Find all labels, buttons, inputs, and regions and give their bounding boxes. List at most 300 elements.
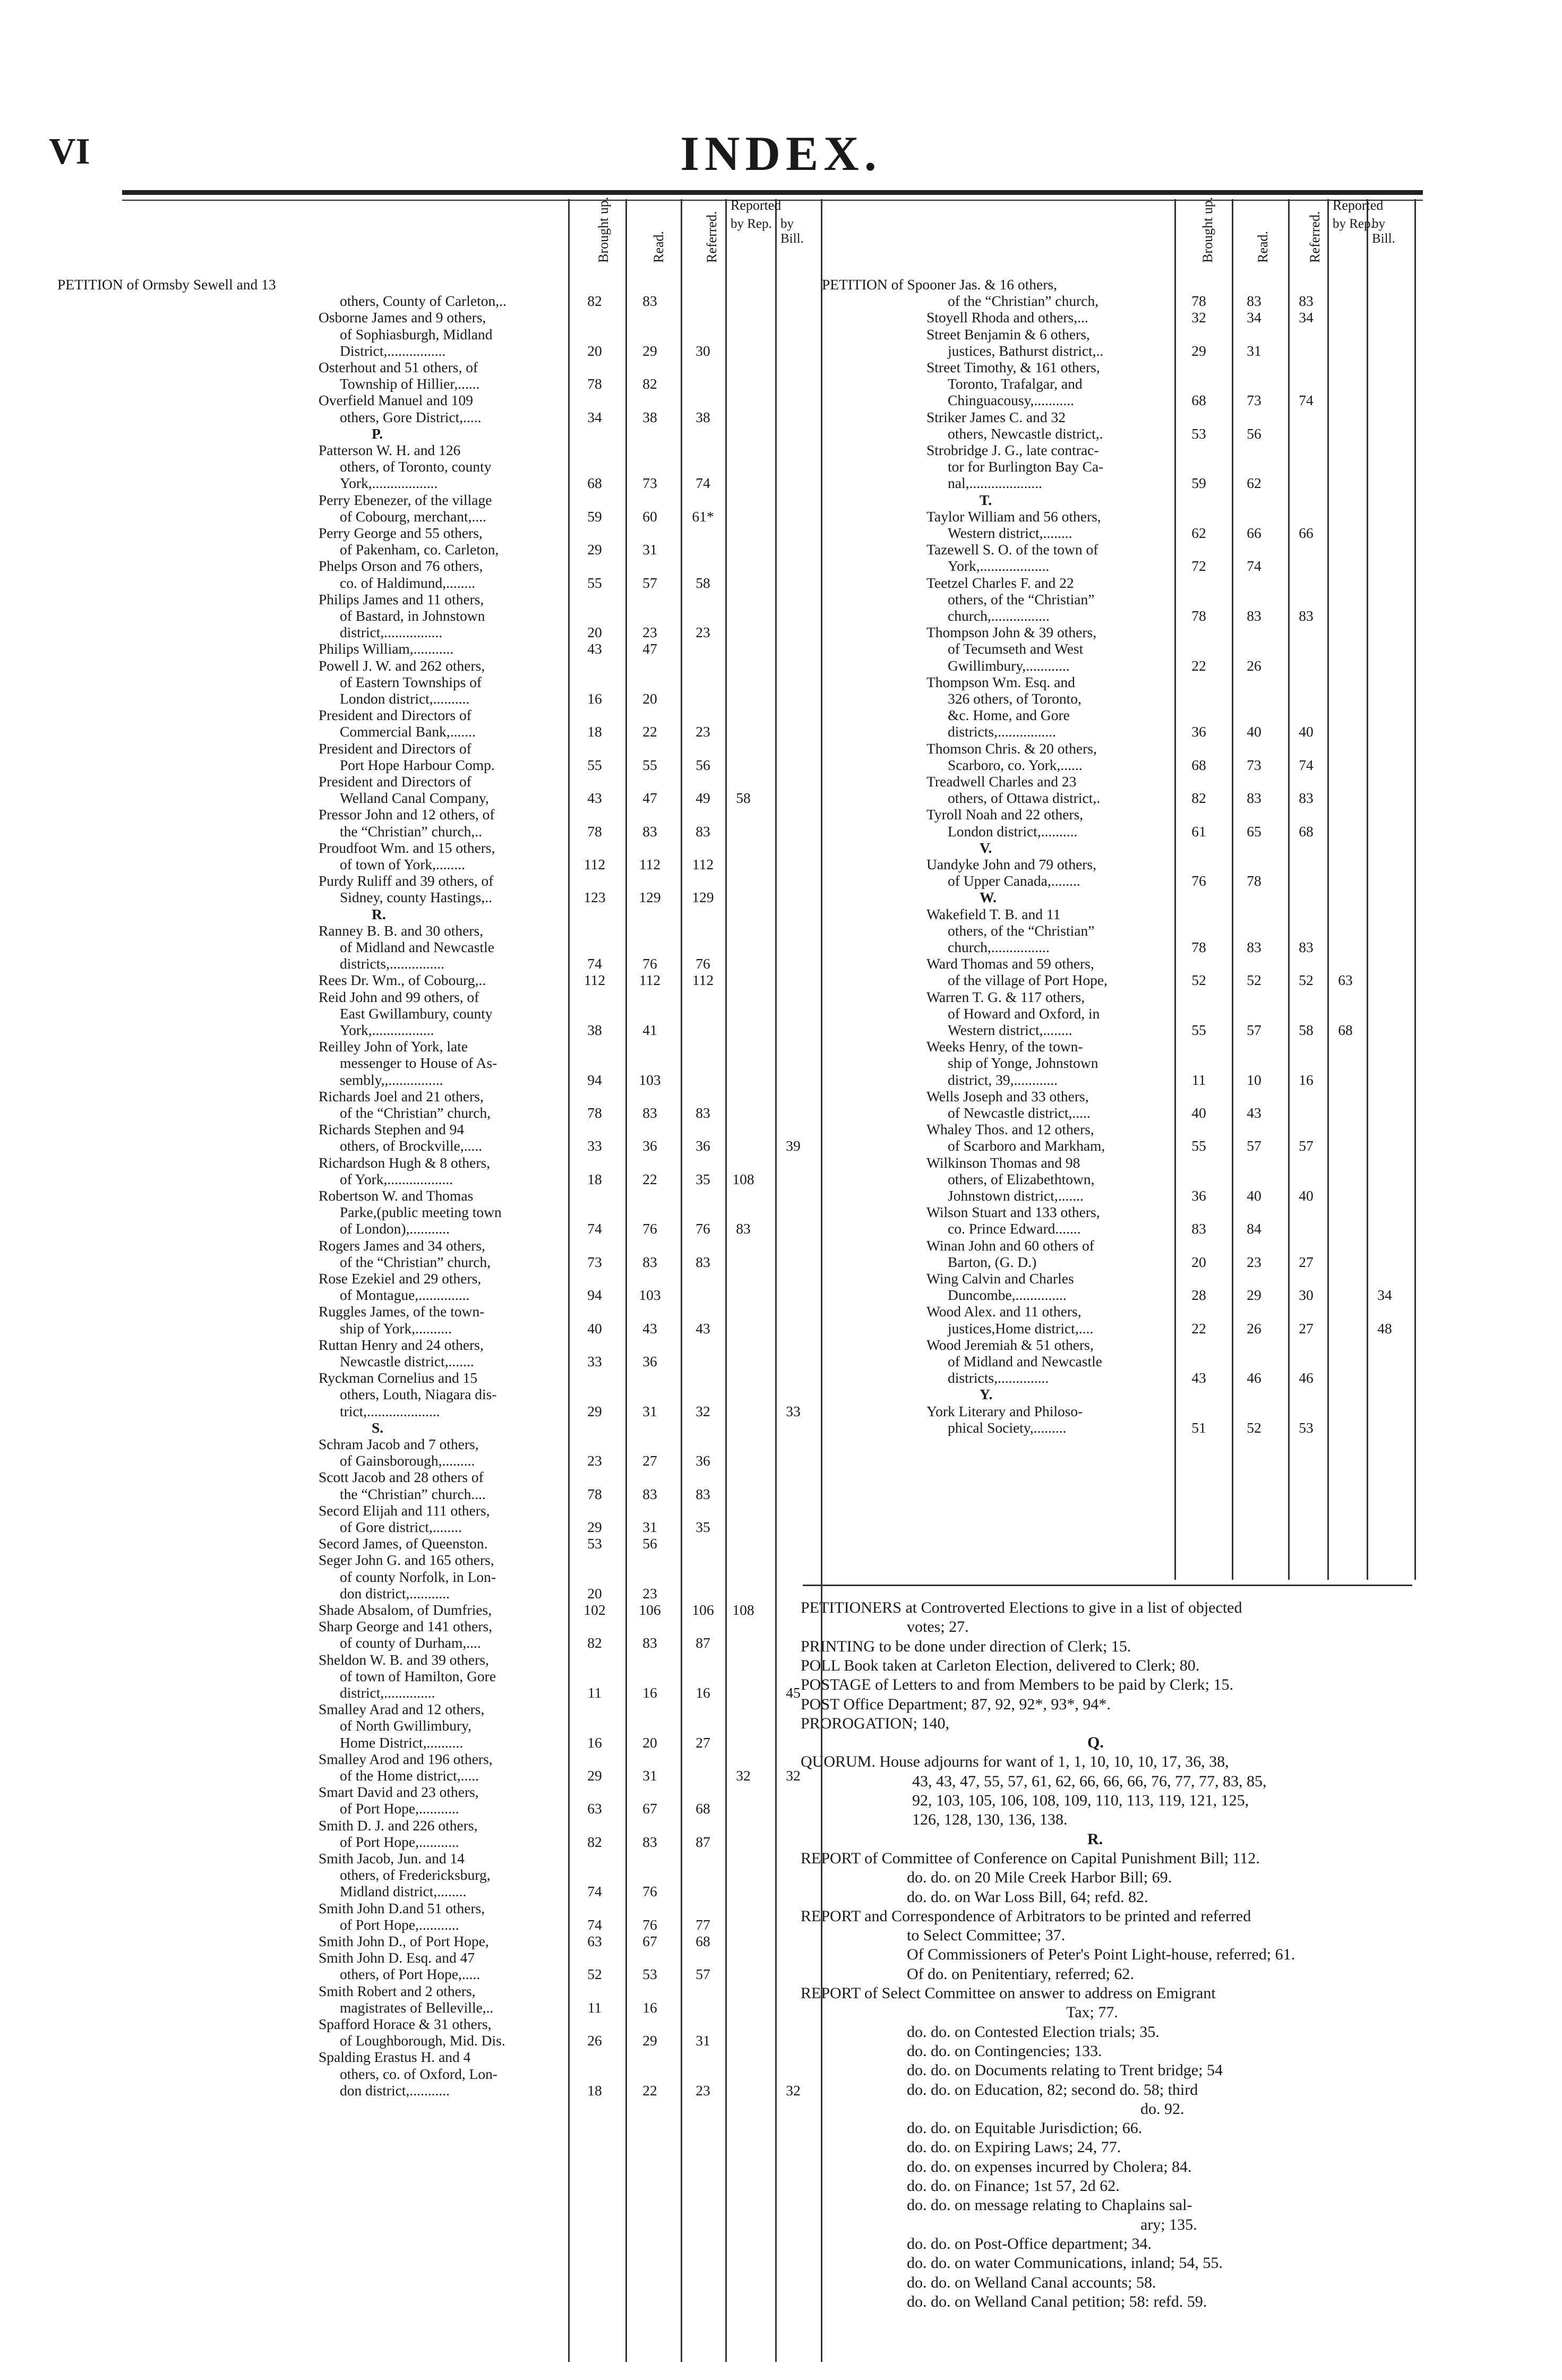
right-entry-line: tor for Burlington Bay Ca- [948, 458, 1104, 475]
left-value-r: 53 [642, 1966, 657, 1983]
left-entry-line: Sidney, county Hastings,.. [340, 889, 492, 906]
left-value-f: 83 [696, 1253, 710, 1270]
left-value-r: 103 [639, 1071, 661, 1088]
right-value-b: 32 [1191, 309, 1206, 326]
right-entry-line: of Scarboro and Markham, [948, 1137, 1105, 1154]
left-value-b: 16 [587, 1734, 602, 1751]
right-value-b: 83 [1191, 1220, 1206, 1237]
left-entry-line: Smith John D.and 51 others, [319, 1899, 485, 1916]
right-entry-line: others, of the “Christian” [948, 590, 1095, 607]
right-column-rule [1414, 199, 1416, 1580]
right-value-r: 78 [1247, 872, 1261, 889]
lower-entry-line: Of Commissioners of Peter's Point Light-house, referred; 61. [907, 1946, 1295, 1964]
lower-entry-line: PETITIONERS at Controverted Elections to give in a list of objected [801, 1599, 1242, 1616]
right-entry-line: T. [980, 491, 992, 508]
left-value-r: 47 [642, 790, 657, 807]
left-value-f: 129 [692, 889, 714, 906]
right-value-f: 68 [1299, 823, 1314, 840]
left-entry-line: Overfield Manuel and 109 [319, 392, 473, 409]
left-entry-line: district,................ [340, 624, 443, 641]
left-value-r: 83 [642, 1634, 657, 1651]
right-value-b: 43 [1191, 1369, 1206, 1386]
lower-entry-line: PRINTING to be done under direction of Clerk; 15. [801, 1637, 1131, 1655]
right-value-f: 83 [1299, 293, 1314, 310]
left-value-b: 63 [587, 1800, 602, 1817]
left-entry-line: Richards Stephen and 94 [319, 1121, 465, 1138]
left-entry-line: York,................. [340, 1022, 434, 1038]
right-entry-line: Winan John and 60 others of [926, 1237, 1094, 1254]
left-header-referred: Referred. [704, 211, 719, 263]
left-value-b: 78 [587, 1105, 602, 1121]
left-entry-line: co. of Haldimund,........ [340, 574, 476, 591]
left-entry-line: the “Christian” church,.. [340, 823, 483, 840]
left-value-b: 33 [587, 1353, 602, 1369]
page-title: INDEX. [680, 126, 882, 181]
left-entry-line: Pressor John and 12 others, of [319, 806, 495, 823]
left-value-b: 18 [587, 723, 602, 740]
left-value-rp: 32 [736, 1767, 751, 1784]
left-entry-line: of Eastern Townships of [340, 673, 482, 690]
right-value-b: 29 [1191, 342, 1206, 359]
left-value-b: 29 [587, 1402, 602, 1419]
left-value-f: 35 [696, 1170, 710, 1187]
right-value-r: 26 [1247, 657, 1261, 674]
left-value-rb: 33 [786, 1402, 801, 1419]
lower-entry-line: do. do. on Welland Canal accounts; 58. [907, 2273, 1156, 2291]
right-value-r: 73 [1247, 392, 1261, 409]
left-value-r: 82 [642, 375, 657, 392]
left-value-f: 30 [696, 342, 710, 359]
right-column-rule [1367, 199, 1368, 1580]
left-entry-line: Secord Elijah and 111 others, [319, 1502, 490, 1519]
left-entry-line: of Bastard, in Johnstown [340, 607, 485, 624]
left-entry-line: Rees Dr. Wm., of Cobourg,.. [319, 972, 486, 989]
right-value-b: 28 [1191, 1287, 1206, 1304]
right-entry-line: Wells Joseph and 33 others, [926, 1088, 1089, 1105]
right-value-r: 40 [1247, 1187, 1261, 1204]
left-value-b: 68 [587, 475, 602, 492]
left-value-f: 57 [696, 1966, 710, 1983]
right-entry-line: Stoyell Rhoda and others,... [926, 309, 1088, 326]
right-value-r: 83 [1247, 790, 1261, 807]
left-header-read: Read. [651, 231, 666, 263]
right-entry-line: others, of Ottawa district,. [948, 790, 1101, 807]
left-entry-line: ship of York,.......... [340, 1320, 452, 1337]
lower-entry-line: 43, 43, 47, 55, 57, 61, 62, 66, 66, 66, 76, 77, 77, 83, 85, [912, 1772, 1267, 1790]
left-entry-line: Robertson W. and Thomas [319, 1187, 474, 1204]
left-value-r: 31 [642, 1767, 657, 1784]
right-entry-line: Wilson Stuart and 133 others, [926, 1204, 1100, 1221]
right-entry-line: phical Society,......... [948, 1419, 1067, 1436]
left-entry-line: Newcastle district,....... [340, 1353, 474, 1369]
left-value-b: 16 [587, 690, 602, 707]
left-entry-line: Purdy Ruliff and 39 others, of [319, 872, 494, 889]
left-entry-line: of the “Christian” church, [340, 1105, 491, 1121]
lower-entry-line: to Select Committee; 37. [907, 1927, 1066, 1945]
left-value-b: 43 [587, 640, 602, 657]
right-entry-line: Thomson Chris. & 20 others, [926, 740, 1097, 757]
left-entry-line: Commercial Bank,....... [340, 723, 476, 740]
left-value-b: 11 [587, 1684, 602, 1701]
left-value-rp: 108 [732, 1602, 754, 1618]
left-value-b: 94 [587, 1071, 602, 1088]
right-entry-line: justices,Home district,.... [948, 1320, 1094, 1337]
left-header-by-bill: by Bill. [780, 217, 804, 246]
left-value-b: 55 [587, 574, 602, 591]
left-entry-line: Perry Ebenezer, of the village [319, 491, 492, 508]
right-value-b: 53 [1191, 425, 1206, 442]
left-value-r: 47 [642, 640, 657, 657]
left-entry-line: Smith John D., of Port Hope, [319, 1933, 489, 1949]
left-entry-line: others, of Port Hope,..... [340, 1966, 480, 1983]
left-value-r: 29 [642, 342, 657, 359]
left-value-r: 31 [642, 1402, 657, 1419]
right-value-rb: 48 [1377, 1320, 1392, 1337]
right-entry-line: Striker James C. and 32 [926, 408, 1066, 425]
left-entry-line: Sharp George and 141 others, [319, 1618, 493, 1635]
lower-entry-line: do. do. on Equitable Jurisdiction; 66. [907, 2119, 1143, 2137]
left-value-rp: 58 [736, 790, 751, 807]
left-value-rp: 108 [732, 1170, 754, 1187]
left-entry-line: York,.................. [340, 475, 438, 492]
right-entry-line: Street Benjamin & 6 others, [926, 326, 1090, 343]
right-value-f: 40 [1299, 723, 1314, 740]
right-entry-line: York,................... [948, 558, 1050, 575]
lower-entry-line: REPORT of Select Committee on answer to address on Emigrant [801, 1984, 1216, 2002]
left-entry-line: Spafford Horace & 31 others, [319, 2016, 492, 2032]
right-value-f: 83 [1299, 939, 1314, 955]
right-entry-line: others, of Elizabethtown, [948, 1170, 1095, 1187]
left-entry-line: Phelps Orson and 76 others, [319, 558, 483, 575]
left-value-r: 23 [642, 624, 657, 641]
left-entry-line: Philips James and 11 others, [319, 590, 484, 607]
left-value-f: 76 [696, 955, 710, 972]
lower-entry-line: do. do. on water Communications, inland; 54, 55. [907, 2254, 1223, 2272]
right-value-b: 78 [1191, 939, 1206, 955]
left-header-reported: Reported [731, 198, 782, 213]
right-entry-line: church,................ [948, 939, 1050, 955]
left-value-f: 58 [696, 574, 710, 591]
left-entry-line: Ryckman Cornelius and 15 [319, 1369, 478, 1386]
left-value-b: 20 [587, 342, 602, 359]
left-entry-line: of county of Durham,.... [340, 1634, 481, 1651]
left-value-f: 49 [696, 790, 710, 807]
right-value-r: 57 [1247, 1137, 1261, 1154]
left-value-f: 83 [696, 1485, 710, 1502]
right-entry-line: Whaley Thos. and 12 others, [926, 1121, 1094, 1138]
left-entry-line: Port Hope Harbour Comp. [340, 756, 495, 773]
right-entry-line: of Howard and Oxford, in [948, 1005, 1100, 1022]
left-value-b: 26 [587, 2032, 602, 2049]
right-value-r: 46 [1247, 1369, 1261, 1386]
left-value-b: 82 [587, 1634, 602, 1651]
left-value-b: 29 [587, 1519, 602, 1535]
right-entry-line: W. [980, 889, 997, 906]
left-entry-line: of town of York,........ [340, 856, 466, 872]
lower-entry-line: POSTAGE of Letters to and from Members to be paid by Clerk; 15. [801, 1676, 1233, 1694]
right-value-b: 55 [1191, 1022, 1206, 1038]
right-value-r: 40 [1247, 723, 1261, 740]
right-entry-line: Wood Alex. and 11 others, [926, 1303, 1082, 1320]
right-value-r: 23 [1247, 1253, 1261, 1270]
left-entry-line: Rogers James and 34 others, [319, 1237, 485, 1254]
right-entry-line: others, Newcastle district,. [948, 425, 1103, 442]
left-entry-line: Powell J. W. and 262 others, [319, 657, 485, 674]
left-value-f: 23 [696, 723, 710, 740]
left-value-r: 36 [642, 1137, 657, 1154]
left-entry-line: of Port Hope,........... [340, 1833, 459, 1850]
right-header-by-rep: by Rep. [1333, 217, 1374, 231]
left-entry-line: others, co. of Oxford, Lon- [340, 2065, 498, 2082]
right-entry-line: Wing Calvin and Charles [926, 1270, 1074, 1287]
left-value-b: 18 [587, 2082, 602, 2099]
left-value-b: 102 [583, 1602, 606, 1618]
right-value-b: 40 [1191, 1105, 1206, 1121]
left-value-b: 20 [587, 1585, 602, 1602]
left-value-f: 74 [696, 475, 710, 492]
left-entry-line: of Loughborough, Mid. Dis. [340, 2032, 505, 2049]
left-value-b: 20 [587, 624, 602, 641]
left-value-f: 35 [696, 1519, 710, 1535]
left-value-f: 16 [696, 1684, 710, 1701]
right-entry-line: PETITION of Spooner Jas. & 16 others, [822, 276, 1057, 293]
right-value-b: 68 [1191, 392, 1206, 409]
left-entry-line: Spalding Erastus H. and 4 [319, 2049, 471, 2066]
right-value-b: 52 [1191, 972, 1206, 989]
lower-entry-line: POLL Book taken at Carleton Election, delivered to Clerk; 80. [801, 1656, 1200, 1674]
left-value-b: 23 [587, 1452, 602, 1469]
right-value-b: 76 [1191, 872, 1206, 889]
right-value-r: 10 [1247, 1071, 1261, 1088]
left-value-r: 73 [642, 475, 657, 492]
left-entry-line: S. [372, 1419, 384, 1436]
lower-entry-line: votes; 27. [907, 1618, 969, 1636]
left-value-f: 27 [696, 1734, 710, 1751]
right-table-bottom-rule [803, 1585, 1412, 1586]
right-entry-line: Chinguacousy,........... [948, 392, 1075, 409]
left-entry-line: of Montague,.............. [340, 1287, 470, 1304]
left-value-f: 32 [696, 1402, 710, 1419]
left-entry-line: Osborne James and 9 others, [319, 309, 486, 326]
left-value-r: 76 [642, 1220, 657, 1237]
right-entry-line: &c. Home, and Gore [948, 707, 1070, 724]
right-entry-line: Wood Jeremiah & 51 others, [926, 1336, 1094, 1353]
right-entry-line: justices, Bathurst district,.. [948, 342, 1104, 359]
left-value-b: 112 [583, 972, 606, 989]
left-value-r: 31 [642, 1519, 657, 1535]
left-entry-line: Ruggles James, of the town- [319, 1303, 485, 1320]
lower-entry-line: QUORUM. House adjourns for want of 1, 1, 10, 10, 10, 17, 36, 38, [801, 1753, 1229, 1771]
left-entry-line: Proudfoot Wm. and 15 others, [319, 839, 495, 856]
right-value-b: 51 [1191, 1419, 1206, 1436]
right-value-b: 11 [1191, 1071, 1206, 1088]
right-entry-line: Y. [980, 1386, 993, 1403]
left-value-b: 11 [587, 1999, 602, 2016]
right-entry-line: of the village of Port Hope, [948, 972, 1108, 989]
lower-entry-line: 92, 103, 105, 106, 108, 109, 110, 113, 119, 121, 125, [912, 1792, 1249, 1809]
right-value-f: 74 [1299, 392, 1314, 409]
right-value-r: 83 [1247, 293, 1261, 310]
left-value-b: 29 [587, 541, 602, 558]
left-value-r: 16 [642, 1684, 657, 1701]
right-entry-line: Teetzel Charles F. and 22 [926, 574, 1074, 591]
left-value-r: 67 [642, 1933, 657, 1949]
lower-entry-line: do. do. on Documents relating to Trent bridge; 54 [907, 2061, 1223, 2079]
right-entry-line: Scarboro, co. York,...... [948, 756, 1083, 773]
right-entry-line: others, of the “Christian” [948, 922, 1095, 939]
right-value-b: 62 [1191, 525, 1206, 541]
right-value-f: 58 [1299, 1022, 1314, 1038]
left-entry-line: Perry George and 55 others, [319, 525, 483, 541]
lower-entry-line: REPORT and Correspondence of Arbitrators to be printed and referred [801, 1907, 1251, 1925]
left-entry-line: districts,............... [340, 955, 445, 972]
left-entry-line: others, of Fredericksburg, [340, 1867, 491, 1884]
right-value-b: 20 [1191, 1253, 1206, 1270]
right-entry-line: district, 39,............ [948, 1071, 1058, 1088]
right-value-r: 83 [1247, 607, 1261, 624]
lower-entry-line: do. do. on 20 Mile Creek Harbor Bill; 69. [907, 1869, 1172, 1887]
right-entry-line: Treadwell Charles and 23 [926, 773, 1077, 790]
right-entry-line: church,................ [948, 607, 1050, 624]
lower-entry-line: do. do. on Contingencies; 133. [907, 2042, 1102, 2060]
left-value-b: 74 [587, 1220, 602, 1237]
left-value-f: 83 [696, 1105, 710, 1121]
left-value-r: 56 [642, 1535, 657, 1552]
right-entry-line: Johnstown district,....... [948, 1187, 1084, 1204]
left-entry-line: President and Directors of [319, 740, 471, 757]
left-entry-line: district,.............. [340, 1684, 435, 1701]
left-value-r: 36 [642, 1353, 657, 1369]
right-value-b: 72 [1191, 558, 1206, 575]
right-value-r: 52 [1247, 1419, 1261, 1436]
left-value-r: 55 [642, 756, 657, 773]
left-value-f: 61* [692, 508, 714, 525]
left-value-r: 27 [642, 1452, 657, 1469]
right-entry-line: London district,.......... [948, 823, 1078, 840]
left-value-f: 87 [696, 1833, 710, 1850]
left-value-b: 74 [587, 1883, 602, 1900]
right-value-f: 40 [1299, 1187, 1314, 1204]
left-value-b: 74 [587, 955, 602, 972]
left-value-r: 106 [639, 1602, 661, 1618]
right-value-rp: 68 [1338, 1022, 1353, 1038]
left-value-b: 63 [587, 1933, 602, 1949]
right-value-b: 78 [1191, 607, 1206, 624]
left-entry-line: Home District,.......... [340, 1734, 464, 1751]
left-value-r: 112 [639, 856, 661, 872]
left-value-b: 82 [587, 1833, 602, 1850]
left-entry-line: others, of Brockville,..... [340, 1137, 483, 1154]
left-entry-line: of Gainsborough,......... [340, 1452, 475, 1469]
left-value-rb: 45 [786, 1684, 801, 1701]
right-value-b: 61 [1191, 823, 1206, 840]
left-entry-line: Welland Canal Company, [340, 790, 489, 807]
right-entry-line: Tazewell S. O. of the town of [926, 541, 1098, 558]
left-value-b: 73 [587, 1253, 602, 1270]
lower-entry-line: do. 92. [1140, 2100, 1185, 2118]
right-value-b: 59 [1191, 475, 1206, 492]
left-entry-line: Reilley John of York, late [319, 1038, 468, 1055]
left-value-r: 16 [642, 1999, 657, 2016]
right-value-b: 22 [1191, 657, 1206, 674]
lower-entry-line: do. do. on Education, 82; second do. 58; third [907, 2081, 1198, 2099]
page-folio: VI [49, 131, 90, 172]
left-entry-line: others, Gore District,..... [340, 408, 482, 425]
right-entry-line: Western district,........ [948, 1022, 1072, 1038]
right-entry-line: Uandyke John and 79 others, [926, 856, 1097, 872]
left-value-f: 56 [696, 756, 710, 773]
left-entry-line: Smith Jacob, Jun. and 14 [319, 1850, 465, 1867]
left-entry-line: of the Home district,..... [340, 1767, 479, 1784]
left-entry-line: Richards Joel and 21 others, [319, 1088, 484, 1105]
right-value-f: 34 [1299, 309, 1314, 326]
right-value-b: 55 [1191, 1137, 1206, 1154]
left-entry-line: P. [372, 425, 383, 442]
left-value-f: 112 [692, 856, 714, 872]
left-entry-line: others, Louth, Niagara dis- [340, 1386, 497, 1403]
left-value-r: 22 [642, 1170, 657, 1187]
left-entry-line: Midland district,........ [340, 1883, 467, 1900]
left-value-r: 76 [642, 955, 657, 972]
right-value-f: 66 [1299, 525, 1314, 541]
left-entry-line: PETITION of Ormsby Sewell and 13 [57, 276, 276, 293]
left-value-f: 68 [696, 1933, 710, 1949]
left-value-b: 82 [587, 293, 602, 310]
right-entry-line: Weeks Henry, of the town- [926, 1038, 1083, 1055]
lower-entry-line: REPORT of Committee of Conference on Capital Punishment Bill; 112. [801, 1849, 1260, 1867]
left-value-b: 38 [587, 1022, 602, 1038]
right-value-r: 52 [1247, 972, 1261, 989]
right-value-r: 83 [1247, 939, 1261, 955]
right-value-r: 84 [1247, 1220, 1261, 1237]
right-value-r: 62 [1247, 475, 1261, 492]
right-entry-line: Street Timothy, & 161 others, [926, 359, 1100, 375]
left-entry-line: of Gore district,........ [340, 1519, 462, 1535]
right-entry-line: districts,................ [948, 723, 1056, 740]
left-entry-line: of North Gwillimbury, [340, 1717, 471, 1734]
right-value-r: 74 [1247, 558, 1261, 575]
right-entry-line: Tyroll Noah and 22 others, [926, 806, 1084, 823]
right-value-b: 36 [1191, 723, 1206, 740]
lower-entry-line: do. do. on Finance; 1st 57, 2d 62. [907, 2177, 1120, 2195]
left-entry-line: others, of Toronto, county [340, 458, 492, 475]
left-value-f: 36 [696, 1137, 710, 1154]
lower-entry-line: Of do. on Penitentiary, referred; 62. [907, 1965, 1134, 1983]
right-value-r: 31 [1247, 342, 1261, 359]
left-entry-line: Seger John G. and 165 others, [319, 1552, 494, 1569]
left-entry-line: trict,.................... [340, 1402, 440, 1419]
lower-entry-line: do. do. on expenses incurred by Cholera; 84. [907, 2158, 1192, 2176]
right-entry-line: Toronto, Trafalgar, and [948, 375, 1083, 392]
left-value-r: 83 [642, 1253, 657, 1270]
left-entry-line: Philips William,........... [319, 640, 454, 657]
right-value-b: 36 [1191, 1187, 1206, 1204]
left-entry-line: of Sophiasburgh, Midland [340, 326, 493, 343]
left-entry-line: East Gwillambury, county [340, 1005, 493, 1022]
left-value-b: 78 [587, 375, 602, 392]
left-entry-line: Secord James, of Queenston. [319, 1535, 488, 1552]
right-entry-line: Wakefield T. B. and 11 [926, 905, 1061, 922]
right-value-r: 29 [1247, 1287, 1261, 1304]
left-entry-line: the “Christian” church.... [340, 1485, 486, 1502]
right-entry-line: of Tecumseth and West [948, 640, 1084, 657]
left-entry-line: R. [372, 905, 386, 922]
left-value-r: 76 [642, 1883, 657, 1900]
right-value-f: 74 [1299, 756, 1314, 773]
left-value-b: 123 [583, 889, 606, 906]
left-entry-line: Shade Absalom, of Dumfries, [319, 1602, 492, 1618]
left-entry-line: Richardson Hugh & 8 others, [319, 1154, 491, 1171]
